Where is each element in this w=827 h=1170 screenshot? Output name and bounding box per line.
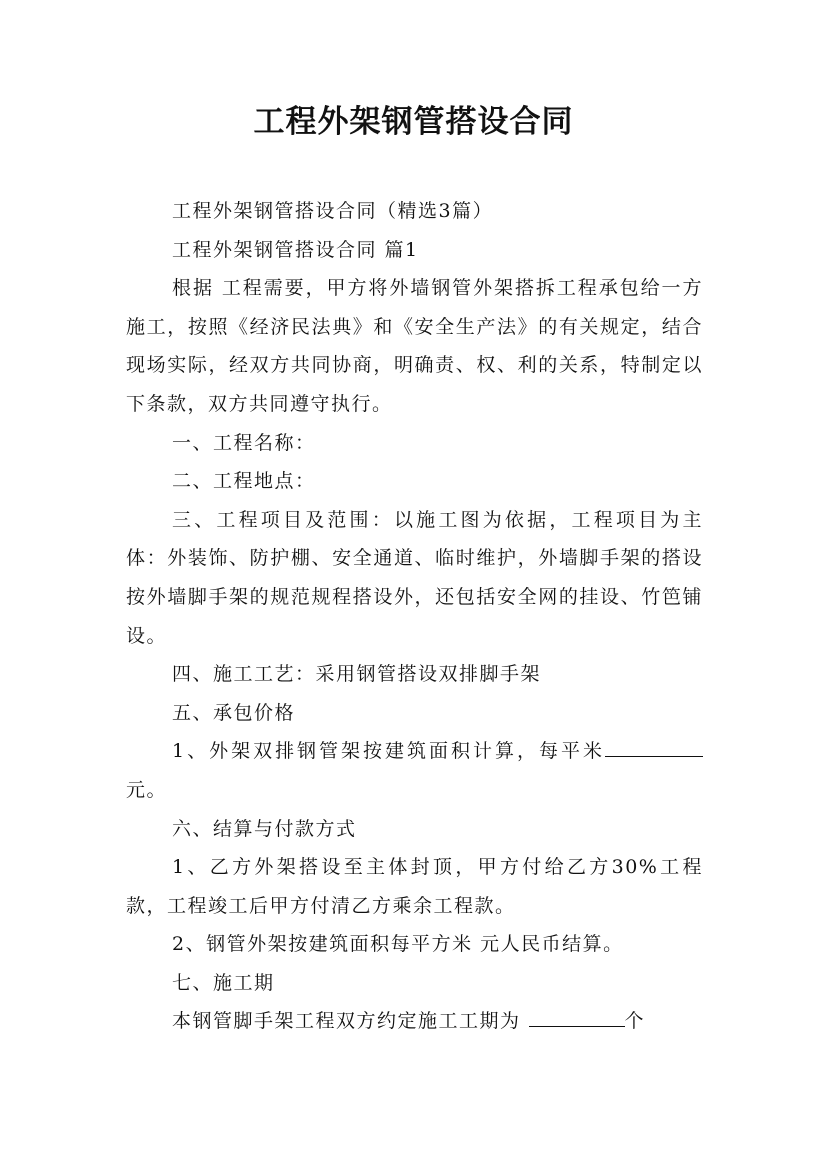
paragraph-subtitle: 工程外架钢管搭设合同（精选3篇） [172, 200, 494, 222]
paragraph-settlement-heading: 六、结算与付款方式 [172, 817, 357, 840]
paragraph-preamble: 根据 工程需要，甲方将外墙钢管外架搭拆工程承包给一方施工，按照《经济民法典》和《安全生产法》的有关规定，结合现场实际，经双方共同协商，明确责、权、利的关系，特制定以下条款，双方共同遵守执行。 [126, 277, 703, 415]
period-text: 本钢管脚手架工程双方约定施工工期为 [172, 1010, 521, 1033]
document-title: 工程外架钢管搭设合同 [253, 104, 574, 140]
unit-price-blank [605, 737, 703, 757]
paragraph-construction-period-heading: 七、施工期 [172, 971, 275, 994]
period-unit: 个 [624, 1010, 646, 1033]
paragraph-payment-terms: 1、乙方外架搭设至主体封顶，甲方付给乙方30%工程款，工程竣工后甲方付清乙方乘余工程款。 [126, 856, 703, 917]
paragraph-construction-period [126, 1002, 703, 1041]
paragraph-unit-price [126, 732, 703, 809]
paragraph-section-heading: 工程外架钢管搭设合同 篇1 [172, 238, 419, 261]
paragraph-construction-process: 四、施工工艺：采用钢管搭设双排脚手架 [172, 663, 542, 686]
paragraph-contract-price-heading: 五、承包价格 [172, 701, 296, 724]
paragraph-project-location: 二、工程地点： [172, 470, 316, 493]
document-body [126, 192, 703, 1041]
unit-price-unit: 元。 [126, 778, 168, 801]
period-blank [529, 1007, 625, 1027]
paragraph-project-name: 一、工程名称： [172, 431, 316, 454]
unit-price-text: 1、外架双排钢管架按建筑面积计算，每平米 [172, 740, 605, 763]
paragraph-settlement-rate: 2、钢管外架按建筑面积每平方米 元人民币结算。 [172, 933, 624, 956]
paragraph-project-scope: 三、工程项目及范围：以施工图为依据，工程项目为主体：外装饰、防护棚、安全通道、临时维护，外墙脚手架的搭设按外墙脚手架的规范规程搭设外，还包括安全网的挂设、竹笆铺设。 [126, 508, 703, 647]
